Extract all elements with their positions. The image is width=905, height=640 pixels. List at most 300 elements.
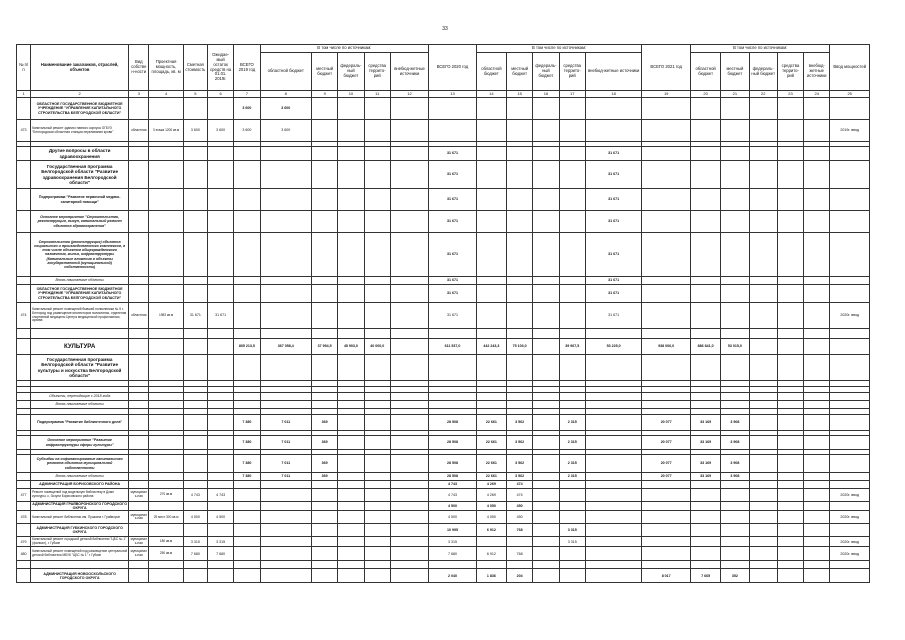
- cell-col-17: [559, 277, 585, 285]
- row-name: Основное мероприятие "Строительство, реконструкция, выкуп, капитальный ремонт объектов здравоохранения": [31, 211, 129, 233]
- cell-col-10: [338, 511, 364, 524]
- cell-col-19: [642, 489, 691, 502]
- cell-col-16: [533, 547, 559, 561]
- cell-col-6: [207, 473, 233, 481]
- cell-col-8: [260, 524, 312, 537]
- cell-col-17: [559, 547, 585, 561]
- cell-col-6: [207, 502, 233, 511]
- cell-col-5: [183, 401, 207, 409]
- column-number: 20: [690, 91, 720, 98]
- cell-col-25: [830, 339, 870, 355]
- header-total-2019: ВСЕГО 2019 год: [234, 45, 260, 91]
- cell-col-12: [390, 329, 428, 339]
- cell-col-14: [476, 161, 506, 189]
- cell-col-6: [207, 161, 233, 189]
- cell-col-8: 7 011: [260, 415, 312, 431]
- cell-col-12: [390, 473, 428, 481]
- cell-col-8: [260, 189, 312, 211]
- cell-col-9: [312, 285, 338, 303]
- cell-col-4: [149, 355, 183, 381]
- cell-col-24: [804, 401, 830, 409]
- cell-col-8: [260, 393, 312, 401]
- cell-col-3: [129, 436, 149, 450]
- cell-col-25: 2020г. ввод: [830, 489, 870, 502]
- cell-col-20: 33 169: [690, 473, 720, 481]
- cell-col-3: [129, 189, 149, 211]
- cell-col-21: [721, 547, 749, 561]
- cell-col-22: [749, 393, 777, 401]
- cell-col-18: [585, 524, 642, 537]
- cell-col-21: [721, 329, 749, 339]
- column-number: 25: [830, 91, 870, 98]
- cell-col-24: [804, 303, 830, 329]
- row-name: Капитальный ремонт здания главного корпуса ОГБУЗ "Белгородская областная станция переливания крови": [31, 120, 129, 142]
- cell-col-4: [149, 415, 183, 431]
- cell-col-16: [533, 277, 559, 285]
- cell-col-24: [804, 489, 830, 502]
- cell-col-20: [690, 393, 720, 401]
- cell-col-22: [749, 161, 777, 189]
- header-name: Наименование заказчиков, отраслей, объектов: [31, 45, 129, 91]
- cell-col-11: [364, 98, 390, 120]
- cell-col-8: 7 011: [260, 473, 312, 481]
- row-name: АДМИНИСТРАЦИЯ ГРАЙВОРОНСКОГО ГОРОДСКОГО ОКРУГА: [32, 502, 128, 511]
- cell-col-20: [690, 233, 720, 277]
- cell-col-8: [260, 401, 312, 409]
- cell-col-9: [312, 511, 338, 524]
- cell-col-13: 28 508: [429, 455, 477, 473]
- cell-col-18: [585, 489, 642, 502]
- cell-col-14: [476, 233, 506, 277]
- cell-col-19: [642, 481, 691, 489]
- cell-col-5: [183, 161, 207, 189]
- cell-col-24: [804, 98, 830, 120]
- cell-col-8: [260, 569, 312, 583]
- cell-col-4: [149, 473, 183, 481]
- cell-col-12: [390, 120, 428, 142]
- cell-col-15: [507, 285, 533, 303]
- header-territory: средства террито-рий: [777, 53, 803, 91]
- column-number-row: [17, 91, 870, 98]
- cell-col-23: [777, 329, 803, 339]
- row-number: [17, 233, 31, 277]
- cell-col-7: 7 380: [234, 455, 260, 473]
- cell-col-23: [777, 211, 803, 233]
- cell-col-15: [507, 161, 533, 189]
- cell-col-9: [312, 401, 338, 409]
- cell-col-15: [507, 211, 533, 233]
- cell-col-4: [149, 161, 183, 189]
- cell-col-6: [207, 233, 233, 277]
- row-number: [17, 98, 31, 120]
- cell-col-24: [804, 339, 830, 355]
- cell-col-23: [777, 511, 803, 524]
- column-number: 21: [721, 91, 749, 98]
- cell-col-23: [777, 355, 803, 381]
- row-name: Вновь начинаемые объекты: [31, 473, 129, 481]
- cell-col-24: [804, 189, 830, 211]
- cell-col-22: [749, 537, 777, 547]
- cell-col-18: [585, 569, 642, 583]
- cell-col-20: [690, 189, 720, 211]
- row-number: [17, 147, 31, 161]
- cell-col-23: [777, 277, 803, 285]
- cell-col-3: [129, 329, 149, 339]
- cell-col-3: [129, 401, 149, 409]
- cell-col-22: [749, 415, 777, 431]
- cell-col-18: 31 671: [585, 211, 642, 233]
- cell-col-15: 3 562: [507, 436, 533, 450]
- cell-col-9: 369: [312, 473, 338, 481]
- cell-col-16: [533, 537, 559, 547]
- cell-col-6: [207, 393, 233, 401]
- cell-col-22: [749, 561, 777, 569]
- header-territory: средства террито-рий: [559, 53, 585, 91]
- cell-col-20: [690, 481, 720, 489]
- cell-col-25: [830, 393, 870, 401]
- cell-col-24: [804, 436, 830, 450]
- cell-col-10: [338, 537, 364, 547]
- cell-col-6: [207, 401, 233, 409]
- cell-col-15: 3 562: [507, 455, 533, 473]
- cell-col-7: 7 380: [234, 473, 260, 481]
- cell-col-16: [533, 189, 559, 211]
- cell-col-22: [749, 511, 777, 524]
- cell-col-17: [559, 233, 585, 277]
- cell-col-3: [129, 455, 149, 473]
- cell-col-18: [585, 401, 642, 409]
- cell-col-25: [830, 481, 870, 489]
- cell-col-14: 4 050: [476, 511, 506, 524]
- cell-col-24: [804, 537, 830, 547]
- row-number: 478: [17, 511, 31, 524]
- cell-col-23: [777, 147, 803, 161]
- header-ownership: Вид собствен-ности: [129, 45, 149, 91]
- cell-col-20: 7 665: [690, 569, 720, 583]
- cell-col-12: [390, 98, 428, 120]
- column-number: 5: [183, 91, 207, 98]
- cell-col-24: [804, 277, 830, 285]
- row-name: АДМИНИСТРАЦИЯ НОВООСКОЛЬСКОГО ГОРОДСКОГО ОКРУГА: [31, 569, 129, 583]
- cell-col-9: [312, 233, 338, 277]
- cell-col-19: [642, 277, 691, 285]
- cell-col-5: [183, 502, 207, 511]
- row-number: [17, 161, 31, 189]
- cell-col-15: [507, 277, 533, 285]
- cell-col-6: [207, 455, 233, 473]
- cell-col-10: [338, 120, 364, 142]
- cell-col-13: 31 671: [429, 147, 477, 161]
- cell-col-25: 2020г. ввод: [830, 547, 870, 561]
- cell-col-16: [533, 511, 559, 524]
- cell-col-12: [390, 481, 428, 489]
- cell-col-5: [183, 524, 207, 537]
- cell-col-16: [533, 161, 559, 189]
- cell-col-19: [642, 120, 691, 142]
- cell-col-12: [390, 393, 428, 401]
- cell-col-19: [642, 355, 691, 381]
- cell-col-5: [183, 569, 207, 583]
- cell-col-11: [364, 329, 390, 339]
- row-name: Капитальный ремонт библиотеки им. Пушкина г. Грайворон: [31, 511, 129, 524]
- cell-col-20: 886 841,0: [690, 339, 720, 355]
- cell-col-21: [721, 355, 749, 381]
- cell-col-13: 4 500: [429, 502, 477, 511]
- cell-col-15: 3 562: [507, 473, 533, 481]
- cell-col-16: [533, 339, 559, 355]
- cell-col-6: [207, 436, 233, 450]
- cell-col-12: [390, 547, 428, 561]
- cell-col-19: [642, 147, 691, 161]
- cell-col-3: [129, 502, 149, 511]
- cell-col-11: [364, 561, 390, 569]
- section-row: [17, 393, 870, 401]
- cell-col-17: [559, 161, 585, 189]
- cell-col-22: [749, 473, 777, 481]
- cell-col-21: [721, 147, 749, 161]
- cell-col-14: 6 912: [476, 524, 506, 537]
- section-row: [17, 98, 870, 120]
- header-territory: средства террито-рий: [364, 53, 390, 91]
- cell-col-24: [804, 211, 830, 233]
- cell-col-11: [364, 401, 390, 409]
- cell-col-22: [749, 211, 777, 233]
- cell-col-18: [585, 502, 642, 511]
- cell-col-15: [507, 189, 533, 211]
- cell-col-11: [364, 569, 390, 583]
- cell-col-21: 3 908: [721, 473, 749, 481]
- row-name: Капитальный ремонт городской детской библиотеки "ЦБС № 1" (филиал), г. Губкин: [31, 537, 129, 547]
- cell-col-25: [830, 473, 870, 481]
- cell-col-8: [260, 537, 312, 547]
- row-name: Государственная программа Белгородской области "Развитие здравоохранения Белгородской области": [31, 161, 129, 189]
- cell-col-6: 4 743: [207, 489, 233, 502]
- cell-col-18: 31 671: [585, 285, 642, 303]
- cell-col-4: [149, 147, 183, 161]
- cell-col-20: [690, 401, 720, 409]
- row-number: [17, 355, 31, 381]
- cell-col-15: 450: [507, 511, 533, 524]
- cell-col-3: [129, 161, 149, 189]
- cell-col-9: [312, 547, 338, 561]
- cell-col-20: [690, 524, 720, 537]
- cell-col-23: [777, 393, 803, 401]
- section-row: [17, 401, 870, 409]
- cell-col-11: [364, 120, 390, 142]
- section-row: [17, 161, 870, 189]
- cell-col-18: 31 671: [585, 303, 642, 329]
- cell-col-22: [749, 502, 777, 511]
- cell-col-14: [476, 393, 506, 401]
- cell-col-13: [429, 329, 477, 339]
- cell-col-19: [642, 401, 691, 409]
- cell-col-16: [533, 303, 559, 329]
- row-name: Другие вопросы в области здравоохранения: [31, 147, 129, 161]
- cell-col-3: муниципаль-ная: [130, 537, 147, 545]
- cell-col-12: [390, 502, 428, 511]
- cell-col-4: [149, 401, 183, 409]
- cell-col-22: [749, 303, 777, 329]
- cell-col-8: [260, 502, 312, 511]
- row-number: 477: [17, 489, 31, 502]
- cell-col-12: [390, 436, 428, 450]
- cell-col-22: [749, 401, 777, 409]
- cell-col-14: 4 269: [476, 481, 506, 489]
- header-commissioning: Ввод мощностей: [830, 45, 870, 91]
- cell-col-3: [129, 277, 149, 285]
- cell-col-11: [364, 511, 390, 524]
- cell-col-14: [476, 189, 506, 211]
- cell-col-7: [234, 189, 260, 211]
- cell-col-9: [312, 277, 338, 285]
- cell-col-14: 1 836: [476, 569, 506, 583]
- cell-col-3: [129, 211, 149, 233]
- cell-col-20: [690, 489, 720, 502]
- cell-col-11: [364, 393, 390, 401]
- cell-col-3: [129, 393, 149, 401]
- column-number: 2: [31, 91, 129, 98]
- column-number: 16: [533, 91, 559, 98]
- cell-col-18: [585, 561, 642, 569]
- header-regional: областной бюджет: [690, 53, 720, 91]
- section-row: [17, 339, 870, 355]
- cell-col-7: 7 380: [234, 436, 260, 450]
- cell-col-23: [777, 161, 803, 189]
- cell-col-16: [533, 415, 559, 431]
- cell-col-3: [129, 569, 149, 583]
- cell-col-25: [830, 455, 870, 473]
- cell-col-23: [777, 303, 803, 329]
- cell-col-12: [390, 303, 428, 329]
- cell-col-24: [804, 161, 830, 189]
- cell-col-14: [476, 303, 506, 329]
- cell-col-13: 31 671: [429, 161, 477, 189]
- cell-col-10: [338, 524, 364, 537]
- cell-col-25: [830, 569, 870, 583]
- cell-col-21: [721, 401, 749, 409]
- cell-col-5: [183, 277, 207, 285]
- section-row: [17, 473, 870, 481]
- cell-col-24: [804, 473, 830, 481]
- cell-col-14: [476, 537, 506, 547]
- cell-col-12: [390, 147, 428, 161]
- row-number: [17, 277, 31, 285]
- row-name: Государственная программа Белгородской области "Развитие культуры и искусства Белгородской области": [31, 355, 129, 381]
- cell-col-11: [364, 537, 390, 547]
- cell-col-18: [585, 329, 642, 339]
- cell-col-11: [364, 473, 390, 481]
- row-name: Ремонт помещений под модельную библиотеку в Доме культуры, с. Зозули Борисовского района: [31, 489, 129, 502]
- cell-col-10: [338, 211, 364, 233]
- cell-col-5: [183, 339, 207, 355]
- cell-col-12: [390, 355, 428, 381]
- cell-col-7: [234, 393, 260, 401]
- header-regional: областной бюджет: [260, 53, 312, 91]
- cell-col-17: [559, 329, 585, 339]
- cell-col-16: [533, 233, 559, 277]
- cell-col-14: [476, 561, 506, 569]
- column-number: 13: [429, 91, 477, 98]
- column-number: 23: [777, 91, 803, 98]
- cell-col-25: [830, 502, 870, 511]
- cell-col-16: [533, 401, 559, 409]
- cell-col-13: 31 671: [429, 285, 477, 303]
- cell-col-23: [777, 569, 803, 583]
- cell-col-10: [338, 233, 364, 277]
- cell-col-9: [312, 161, 338, 189]
- cell-col-19: [642, 285, 691, 303]
- cell-col-12: [390, 415, 428, 431]
- cell-col-16: [533, 481, 559, 489]
- header-federal: федераль-ный бюджет: [749, 53, 777, 91]
- cell-col-17: 2 315: [559, 473, 585, 481]
- cell-col-20: 33 169: [690, 415, 720, 431]
- cell-col-23: [777, 285, 803, 303]
- cell-col-10: [338, 473, 364, 481]
- section-row: [17, 211, 870, 233]
- cell-col-4: [149, 502, 183, 511]
- cell-col-6: [207, 339, 233, 355]
- cell-col-22: [749, 285, 777, 303]
- cell-col-25: 2020г. ввод: [830, 303, 870, 329]
- row-number: [17, 481, 31, 489]
- cell-col-17: 39 967,5: [559, 339, 585, 355]
- cell-col-19: 20 077: [642, 436, 691, 450]
- cell-col-25: [830, 401, 870, 409]
- cell-col-6: 31 671: [207, 303, 233, 329]
- cell-col-10: [338, 569, 364, 583]
- cell-col-18: [585, 473, 642, 481]
- cell-col-13: 4 743: [429, 489, 477, 502]
- cell-col-8: [260, 233, 312, 277]
- header-local: местный бюджет: [312, 53, 338, 91]
- cell-col-19: 20 077: [642, 455, 691, 473]
- row-number: [17, 415, 31, 431]
- cell-col-9: [312, 303, 338, 329]
- cell-col-4: 250 кв.м: [149, 547, 183, 561]
- cell-col-16: [533, 120, 559, 142]
- cell-col-25: [830, 211, 870, 233]
- cell-col-12: [390, 561, 428, 569]
- cell-col-14: [476, 147, 506, 161]
- cell-col-25: [830, 329, 870, 339]
- cell-col-23: [777, 339, 803, 355]
- row-name: Объекты, переходящие с 2018 года: [31, 393, 129, 401]
- cell-col-14: 22 661: [476, 455, 506, 473]
- cell-col-15: [507, 355, 533, 381]
- cell-col-3: [129, 355, 149, 381]
- cell-col-16: [533, 524, 559, 537]
- cell-col-3: областная: [129, 303, 149, 329]
- header-extrabudget: внебюд-жетные источники: [390, 53, 428, 91]
- cell-col-4: 270 кв.м: [149, 489, 183, 502]
- cell-col-25: [830, 285, 870, 303]
- row-number: 479: [17, 537, 31, 547]
- cell-col-12: [390, 339, 428, 355]
- cell-col-19: [642, 303, 691, 329]
- cell-col-23: [777, 481, 803, 489]
- cell-col-19: 20 077: [642, 473, 691, 481]
- cell-col-7: [234, 561, 260, 569]
- cell-col-5: [183, 329, 207, 339]
- cell-col-3: [129, 415, 149, 431]
- cell-col-3: [129, 524, 149, 537]
- cell-col-25: [830, 147, 870, 161]
- cell-col-12: [390, 569, 428, 583]
- cell-col-7: [234, 537, 260, 547]
- cell-col-11: [364, 277, 390, 285]
- cell-col-4: [149, 569, 183, 583]
